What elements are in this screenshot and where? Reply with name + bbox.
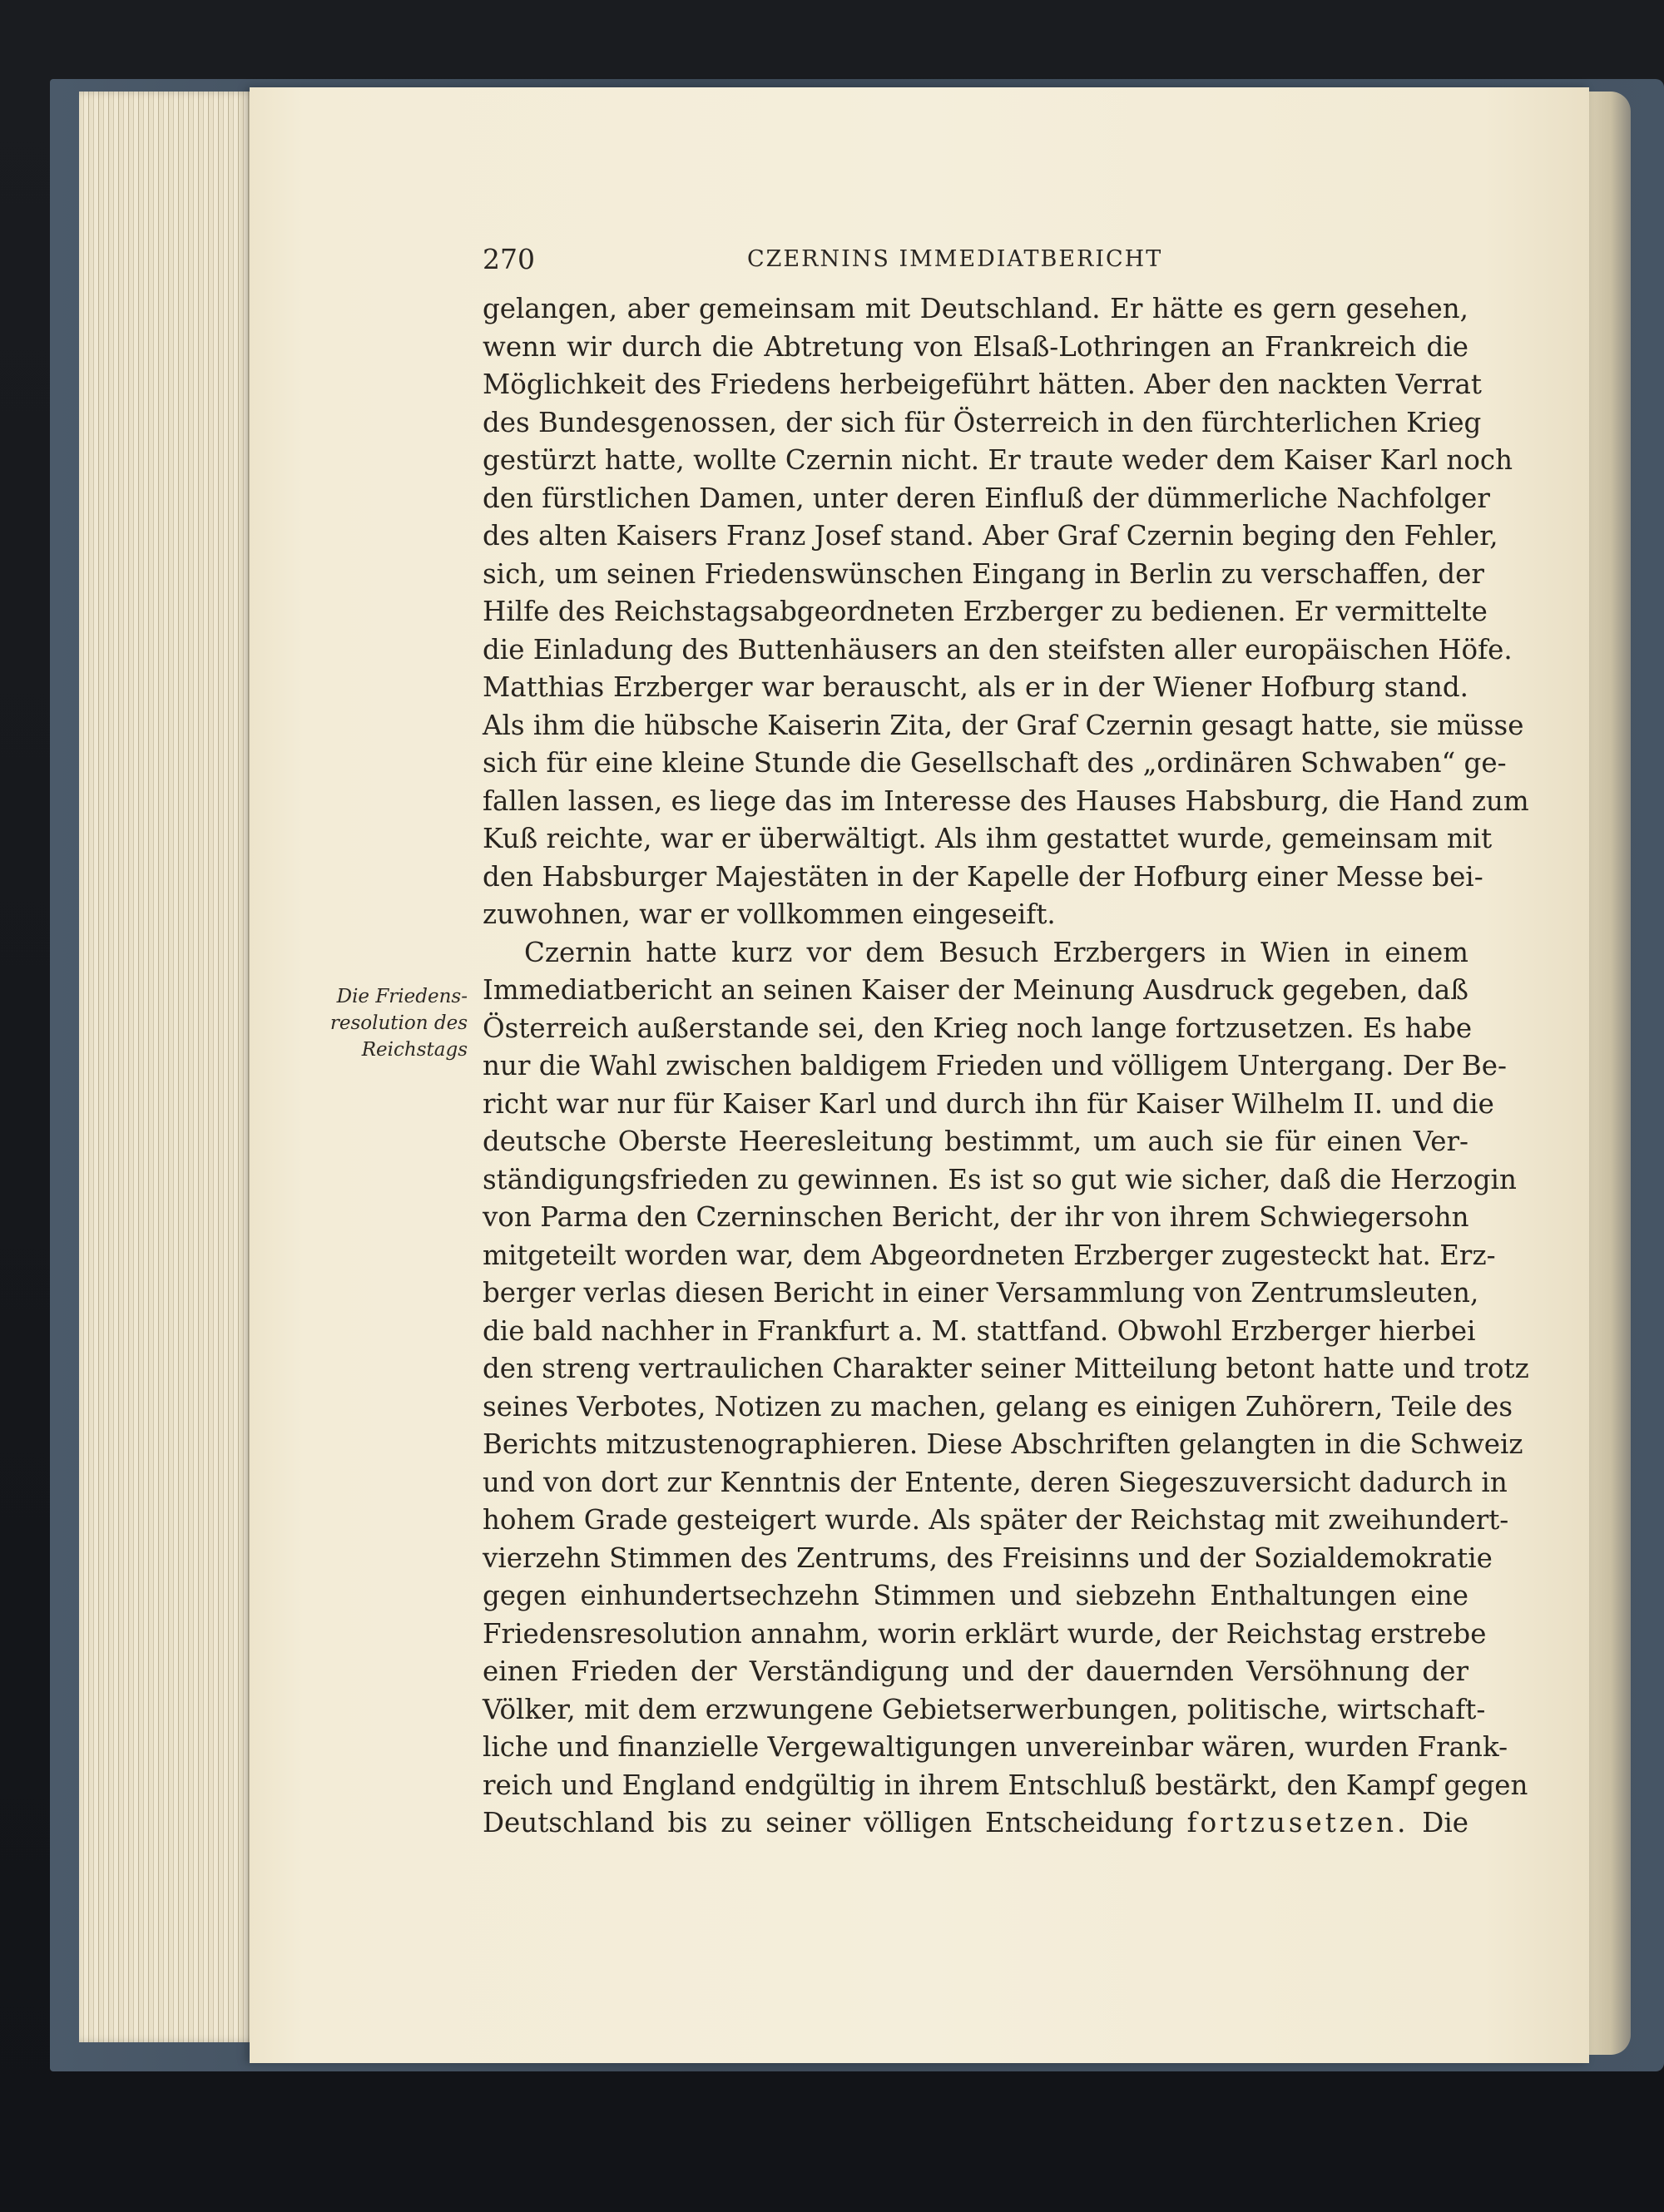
text-line: hohem Grade gesteigert wurde. Als später der Reichstag mit zweihundert- [483,1504,1509,1536]
text-line: fallen lassen, es liege das im Interesse des Hauses Habsburg, die Hand zum [483,784,1529,817]
text-line: sich für eine kleine Stunde die Gesellschaft des „ordinären Schwaben“ ge- [483,747,1507,779]
running-head [483,243,1233,285]
text-line: richt war nur für Kaiser Karl und durch ihn für Kaiser Wilhelm II. und die [483,1087,1494,1120]
text-line: gelangen, aber gemeinsam mit Deutschland. Er hätte es gern gesehen, [483,293,1468,324]
text-line: Berichts mitzustenographieren. Diese Abschriften gelangten in die Schweiz [483,1428,1523,1460]
text-line: des Bundesgenossen, der sich für Österreich in den fürchterlichen Krieg [483,406,1482,438]
text-line: Österreich außerstande sei, den Krieg noch lange fortzusetzen. Es habe [483,1012,1473,1044]
final-line-end: Die [1409,1807,1468,1838]
text-line: liche und finanzielle Vergewaltigungen unvereinbar wären, wurden Frank- [483,1731,1508,1763]
page-number: 270 [483,243,535,275]
text-line: Möglichkeit des Friedens herbeigeführt hätten. Aber den nackten Verrat [483,369,1482,400]
text-line: mitgeteilt worden war, dem Abgeordneten Erzberger zugesteckt hat. Erz- [483,1239,1496,1271]
text-line: vierzehn Stimmen des Zentrums, des Freisinns und der Sozialdemokratie [483,1541,1493,1574]
page-stack-left [79,92,270,2042]
text-line: nur die Wahl zwischen baldigem Frieden und völligem Untergang. Der Be- [483,1050,1508,1081]
margin-note-line: resolution des [329,1012,468,1034]
body-text [483,290,1529,1843]
text-line: die bald nachher in Frankfurt a. M. stattfand. Obwohl Erzberger hierbei [483,1314,1476,1347]
text-line: Hilfe des Reichstagsabgeordneten Erzberger zu bedienen. Er vermittelte [483,596,1488,627]
text-line: wenn wir durch die Abtretung von Elsaß-Lothringen an Frankreich die [483,330,1468,363]
text-line: reich und England endgültig in ihrem Entschluß bestärkt, den Kampf gegen [483,1769,1528,1801]
text-line: Czernin hatte kurz vor dem Besuch Erzbergers in Wien in einem [524,936,1468,968]
final-line-start: Deutschland bis zu seiner völligen Entscheidung [483,1807,1187,1838]
margin-note-line: Die Friedens- [336,986,468,1007]
text-line-final [483,1804,1468,1843]
text-line: deutsche Oberste Heeresleitung bestimmt, um auch sie für einen Ver- [483,1126,1468,1157]
text-line: und von dort zur Kenntnis der Entente, deren Siegeszuversicht dadurch in [483,1466,1508,1498]
text-line: Friedensresolution annahm, worin erklärt wurde, der Reichstag erstrebe [483,1617,1487,1650]
text-line: einen Frieden der Verständigung und der dauernden Versöhnung der [483,1655,1468,1687]
text-line: den fürstlichen Damen, unter deren Einfluß der dümmerliche Nachfolger [483,482,1490,514]
text-line: sich, um seinen Friedenswünschen Eingang in Berlin zu verschaffen, der [483,557,1484,590]
text-line: zuwohnen, war er vollkommen eingeseift. [483,898,1056,930]
text-line: gestürzt hatte, wollte Czernin nicht. Er traute weder dem Kaiser Karl noch [483,444,1513,476]
text-line: die Einladung des Buttenhäusers an den steifsten aller europäischen Höfe. [483,633,1513,666]
text-line: den streng vertraulichen Charakter seiner Mitteilung betont hatte und trotz [483,1353,1529,1384]
text-line: Immediatbericht an seinen Kaiser der Meinung Ausdruck gegeben, daß [483,974,1468,1006]
emphasized-word: fortzusetzen. [1186,1807,1409,1838]
text-line: ständigungsfrieden zu gewinnen. Es ist so gut wie sicher, daß die Herzogin [483,1163,1517,1195]
text-line: den Habsburger Majestäten in der Kapelle der Hofburg einer Messe bei- [483,860,1483,893]
margin-note [258,983,468,1063]
text-line: Als ihm die hübsche Kaiserin Zita, der Graf Czernin gesagt hatte, sie müsse [483,709,1524,741]
text-line: von Parma den Czerninschen Bericht, der ihr von ihrem Schwiegersohn [483,1201,1469,1233]
text-line: seines Verbotes, Notizen zu machen, gelang es einigen Zuhörern, Teile des [483,1390,1513,1423]
text-line: Völker, mit dem erzwungene Gebietserwerbungen, politische, wirtschaft- [483,1693,1486,1725]
text-line: Matthias Erzberger war berauscht, als er in der Wiener Hofburg stand. [483,671,1468,703]
text-line: Kuß reichte, war er überwältigt. Als ihm gestattet wurde, gemeinsam mit [483,823,1493,854]
text-line: berger verlas diesen Bericht in einer Versammlung von Zentrumsleuten, [483,1277,1479,1309]
margin-note-line: Reichstags [361,1039,468,1061]
text-line: des alten Kaisers Franz Josef stand. Aber Graf Czernin beging den Fehler, [483,520,1498,552]
running-head-title: CZERNINS IMMEDIATBERICHT [747,246,1163,272]
text-line: gegen einhundertsechzehn Stimmen und siebzehn Enthaltungen eine [483,1580,1468,1611]
